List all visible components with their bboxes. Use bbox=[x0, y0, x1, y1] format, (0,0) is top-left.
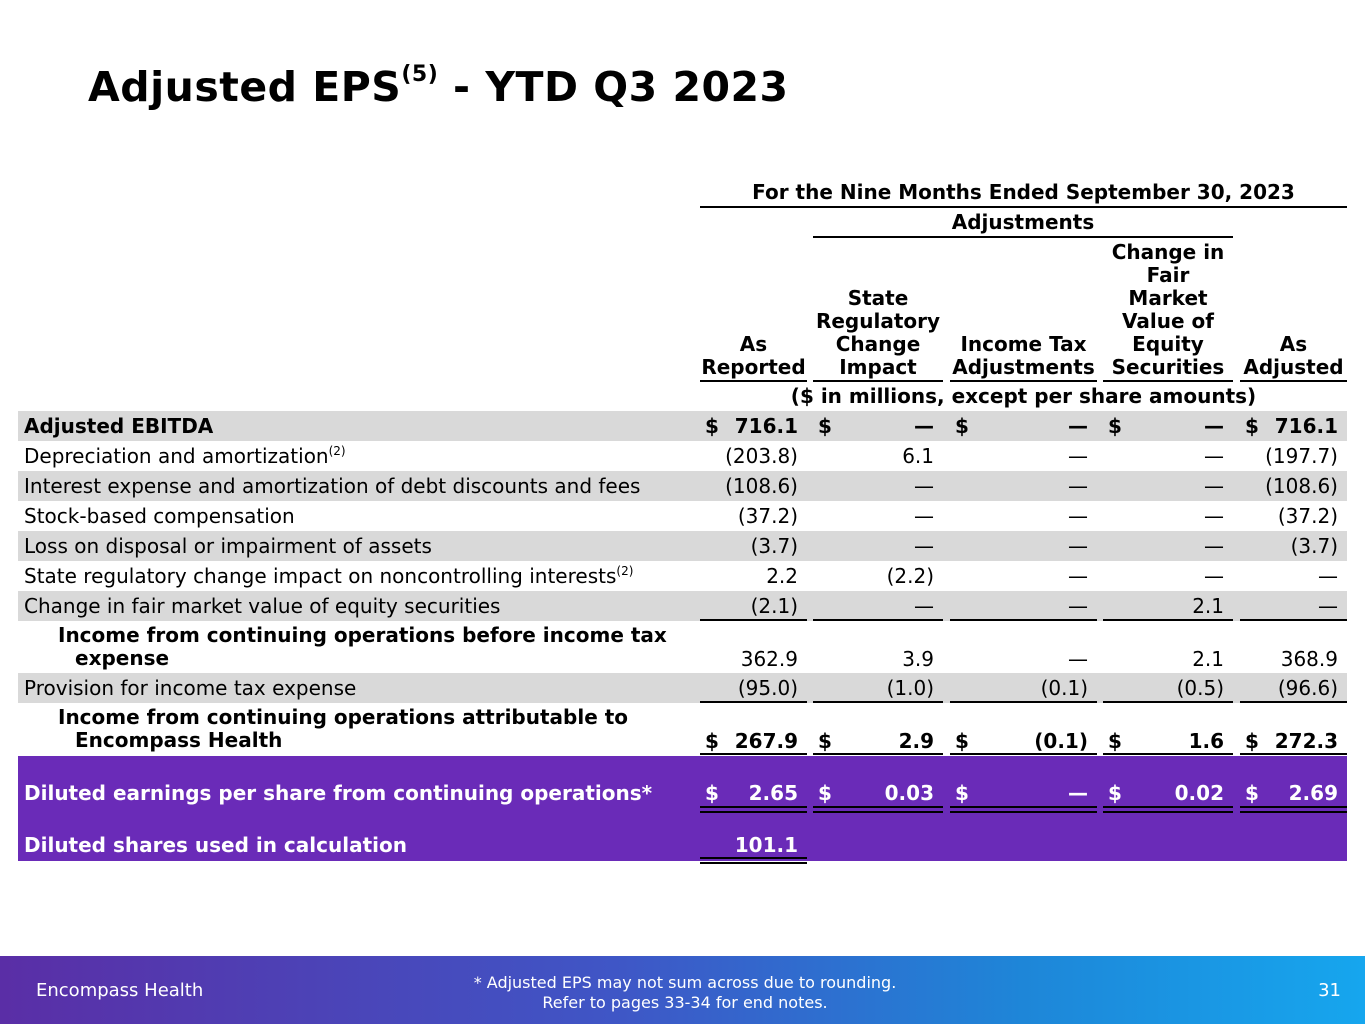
table-cell bbox=[1103, 676, 1233, 700]
underline-rule bbox=[1240, 619, 1347, 621]
table-cell bbox=[700, 647, 807, 671]
cell-value: 6.1 bbox=[902, 444, 934, 468]
table-row: Interest expense and amortization of debt discounts and fees bbox=[18, 471, 1347, 501]
cell-value: (37.2) bbox=[737, 504, 798, 528]
cell-value: (2.2) bbox=[886, 564, 934, 588]
table-cell bbox=[1240, 594, 1347, 618]
page-number: 31 bbox=[1318, 980, 1341, 1001]
cell-value: (108.6) bbox=[725, 474, 798, 498]
table-cell bbox=[950, 504, 1097, 528]
table-cell bbox=[1240, 534, 1347, 558]
underline-rule bbox=[813, 619, 943, 621]
cell-value: — bbox=[1204, 534, 1224, 558]
table-cell bbox=[1103, 594, 1233, 618]
table-cell bbox=[1103, 781, 1233, 805]
cell-value: — bbox=[1068, 781, 1088, 805]
cell-value: — bbox=[1068, 647, 1088, 671]
eps-row: Diluted earnings per share from continuing operations* bbox=[18, 756, 1347, 831]
table-cell bbox=[950, 647, 1097, 671]
table-cell bbox=[813, 647, 943, 671]
cell-value: 2.65 bbox=[748, 781, 798, 805]
table-cell bbox=[1240, 444, 1347, 468]
cell-value: 716.1 bbox=[1274, 414, 1338, 438]
dollar-sign: $ bbox=[1108, 729, 1122, 753]
cell-value: (2.1) bbox=[750, 594, 798, 618]
cell-value: — bbox=[1204, 444, 1224, 468]
underline-rule bbox=[813, 753, 943, 755]
cell-value: (197.7) bbox=[1265, 444, 1338, 468]
dollar-sign: $ bbox=[818, 729, 832, 753]
underline-rule bbox=[700, 701, 807, 703]
cell-value: 2.1 bbox=[1192, 594, 1224, 618]
table-cell bbox=[813, 444, 943, 468]
cell-value: 3.9 bbox=[902, 647, 934, 671]
cell-value: 2.1 bbox=[1192, 647, 1224, 671]
underline-rule bbox=[1240, 753, 1347, 755]
cell-value: 2.2 bbox=[766, 564, 798, 588]
dollar-sign: $ bbox=[955, 781, 969, 805]
table-cell bbox=[813, 414, 943, 438]
table-cell bbox=[950, 564, 1097, 588]
table-cell bbox=[700, 534, 807, 558]
cell-value: — bbox=[1204, 504, 1224, 528]
col-header-as-reported: As Reported bbox=[701, 332, 806, 379]
cell-value: (3.7) bbox=[750, 534, 798, 558]
cell-value: — bbox=[1068, 504, 1088, 528]
cell-value: — bbox=[1068, 474, 1088, 498]
company-name: Encompass Health bbox=[36, 980, 204, 1001]
table-cell bbox=[1240, 474, 1347, 498]
table-row: Change in fair market value of equity securities bbox=[18, 591, 1347, 621]
table-row: Income from continuing operations before income tax expense bbox=[58, 623, 667, 670]
table-row: State regulatory change impact on noncontrolling interests$^{(2)}$ bbox=[24, 564, 634, 588]
cell-value: (203.8) bbox=[725, 444, 798, 468]
table-cell bbox=[700, 594, 807, 618]
table-cell bbox=[813, 564, 943, 588]
cell-value: 2.69 bbox=[1288, 781, 1338, 805]
cell-value: — bbox=[1204, 414, 1224, 438]
table-cell bbox=[950, 414, 1097, 438]
table-row: Income from continuing operations attributable to Encompass Health bbox=[58, 705, 629, 752]
dollar-sign: $ bbox=[955, 414, 969, 438]
table-cell bbox=[700, 414, 807, 438]
underline-rule bbox=[950, 753, 1097, 755]
table-cell bbox=[813, 504, 943, 528]
table-cell bbox=[1103, 504, 1233, 528]
double-underline-rule bbox=[700, 806, 807, 813]
table-cell bbox=[813, 594, 943, 618]
page-title: Adjusted EPS$^{(5)}$ - YTD Q3 2023 bbox=[88, 62, 789, 111]
cell-value: 0.02 bbox=[1174, 781, 1224, 805]
table-cell bbox=[1240, 781, 1347, 805]
table-row: Depreciation and amortization$^{(2)}$ bbox=[24, 444, 346, 468]
table-cell bbox=[950, 781, 1097, 805]
table-cell bbox=[813, 534, 943, 558]
table-cell bbox=[1103, 474, 1233, 498]
cell-value: 362.9 bbox=[740, 647, 798, 671]
table-cell bbox=[1240, 729, 1347, 753]
table-cell bbox=[1103, 647, 1233, 671]
cell-value: (0.1) bbox=[1034, 729, 1088, 753]
dollar-sign: $ bbox=[705, 781, 719, 805]
table-cell bbox=[1240, 647, 1347, 671]
table-cell bbox=[700, 474, 807, 498]
cell-value: — bbox=[1068, 564, 1088, 588]
cell-value: — bbox=[1068, 594, 1088, 618]
cell-value: 267.9 bbox=[734, 729, 798, 753]
table-cell bbox=[950, 676, 1097, 700]
table-cell bbox=[950, 474, 1097, 498]
underline-rule bbox=[700, 753, 807, 755]
underline-rule bbox=[700, 619, 807, 621]
table-cell bbox=[950, 534, 1097, 558]
cell-value: — bbox=[1068, 414, 1088, 438]
table-row: Adjusted EBITDA bbox=[18, 411, 1347, 441]
cell-value: — bbox=[914, 504, 934, 528]
cell-value: 368.9 bbox=[1280, 647, 1338, 671]
table-cell bbox=[1240, 564, 1347, 588]
cell-value: (0.1) bbox=[1040, 676, 1088, 700]
table-cell bbox=[950, 729, 1097, 753]
cell-value: — bbox=[1204, 564, 1224, 588]
footnote: * Adjusted EPS may not sum across due to rounding. Refer to pages 33-34 for end notes. bbox=[473, 973, 897, 1012]
diluted-shares-row: Diluted shares used in calculation bbox=[18, 831, 1347, 861]
col-header-as-adjusted: As Adjusted bbox=[1243, 332, 1344, 379]
adjustments-header: Adjustments bbox=[951, 210, 1095, 234]
underline-rule bbox=[1103, 619, 1233, 621]
period-header: For the Nine Months Ended September 30, 2023 bbox=[752, 180, 1295, 204]
table-cell bbox=[700, 444, 807, 468]
cell-value: 716.1 bbox=[734, 414, 798, 438]
cell-value: — bbox=[914, 594, 934, 618]
table-row: Loss on disposal or impairment of assets bbox=[18, 531, 1347, 561]
table-cell bbox=[1103, 564, 1233, 588]
double-underline-rule bbox=[700, 857, 807, 864]
cell-value: — bbox=[1318, 564, 1338, 588]
dollar-sign: $ bbox=[818, 781, 832, 805]
dollar-sign: $ bbox=[1108, 414, 1122, 438]
table-row: Provision for income tax expense bbox=[18, 673, 1347, 703]
cell-value: (37.2) bbox=[1277, 504, 1338, 528]
underline-rule bbox=[950, 701, 1097, 703]
cell-value: — bbox=[1068, 444, 1088, 468]
table-cell bbox=[700, 676, 807, 700]
table-cell bbox=[1240, 504, 1347, 528]
table-cell bbox=[813, 729, 943, 753]
cell-value: 1.6 bbox=[1188, 729, 1224, 753]
table-cell bbox=[1103, 534, 1233, 558]
cell-value: 0.03 bbox=[884, 781, 934, 805]
table-cell bbox=[1240, 414, 1347, 438]
cell-value: (108.6) bbox=[1265, 474, 1338, 498]
table-cell bbox=[700, 833, 807, 857]
dollar-sign: $ bbox=[1108, 781, 1122, 805]
cell-value: — bbox=[1318, 594, 1338, 618]
col-header-income-tax: Income Tax Adjustments bbox=[952, 332, 1095, 379]
dollar-sign: $ bbox=[818, 414, 832, 438]
double-underline-rule bbox=[1103, 806, 1233, 813]
double-underline-rule bbox=[813, 806, 943, 813]
table-cell bbox=[813, 781, 943, 805]
cell-value: 101.1 bbox=[734, 833, 798, 857]
underline-rule bbox=[813, 701, 943, 703]
cell-value: (0.5) bbox=[1176, 676, 1224, 700]
cell-value: 2.9 bbox=[898, 729, 934, 753]
dollar-sign: $ bbox=[705, 729, 719, 753]
cell-value: (3.7) bbox=[1290, 534, 1338, 558]
units-note: ($ in millions, except per share amounts) bbox=[790, 384, 1257, 408]
table-cell bbox=[813, 474, 943, 498]
cell-value: — bbox=[914, 474, 934, 498]
double-underline-rule bbox=[1240, 806, 1347, 813]
dollar-sign: $ bbox=[955, 729, 969, 753]
table-cell bbox=[1103, 444, 1233, 468]
cell-value: — bbox=[914, 534, 934, 558]
cell-value: 272.3 bbox=[1274, 729, 1338, 753]
underline-rule bbox=[950, 619, 1097, 621]
double-underline-rule bbox=[950, 806, 1097, 813]
underline-rule bbox=[1103, 753, 1233, 755]
table-cell bbox=[700, 504, 807, 528]
cell-value: — bbox=[914, 414, 934, 438]
cell-value: (95.0) bbox=[737, 676, 798, 700]
table-cell bbox=[950, 444, 1097, 468]
dollar-sign: $ bbox=[705, 414, 719, 438]
footer-bar bbox=[0, 956, 1365, 1024]
underline-rule bbox=[1240, 701, 1347, 703]
table-cell bbox=[813, 676, 943, 700]
cell-value: — bbox=[1068, 534, 1088, 558]
dollar-sign: $ bbox=[1245, 414, 1259, 438]
dollar-sign: $ bbox=[1245, 781, 1259, 805]
table-cell bbox=[700, 564, 807, 588]
table-cell bbox=[1103, 414, 1233, 438]
dollar-sign: $ bbox=[1245, 729, 1259, 753]
cell-value: — bbox=[1204, 474, 1224, 498]
table-cell bbox=[700, 729, 807, 753]
col-header-fair-value: Change in Fair Market Value of Equity Securities bbox=[1111, 240, 1225, 379]
col-header-state-regulatory: State Regulatory Change Impact bbox=[815, 286, 941, 379]
cell-value: (1.0) bbox=[886, 676, 934, 700]
cell-value: (96.6) bbox=[1277, 676, 1338, 700]
underline-rule bbox=[1103, 701, 1233, 703]
table-cell bbox=[700, 781, 807, 805]
table-row: Stock-based compensation bbox=[24, 504, 295, 528]
table-cell bbox=[1240, 676, 1347, 700]
table-cell bbox=[1103, 729, 1233, 753]
table-cell bbox=[950, 594, 1097, 618]
